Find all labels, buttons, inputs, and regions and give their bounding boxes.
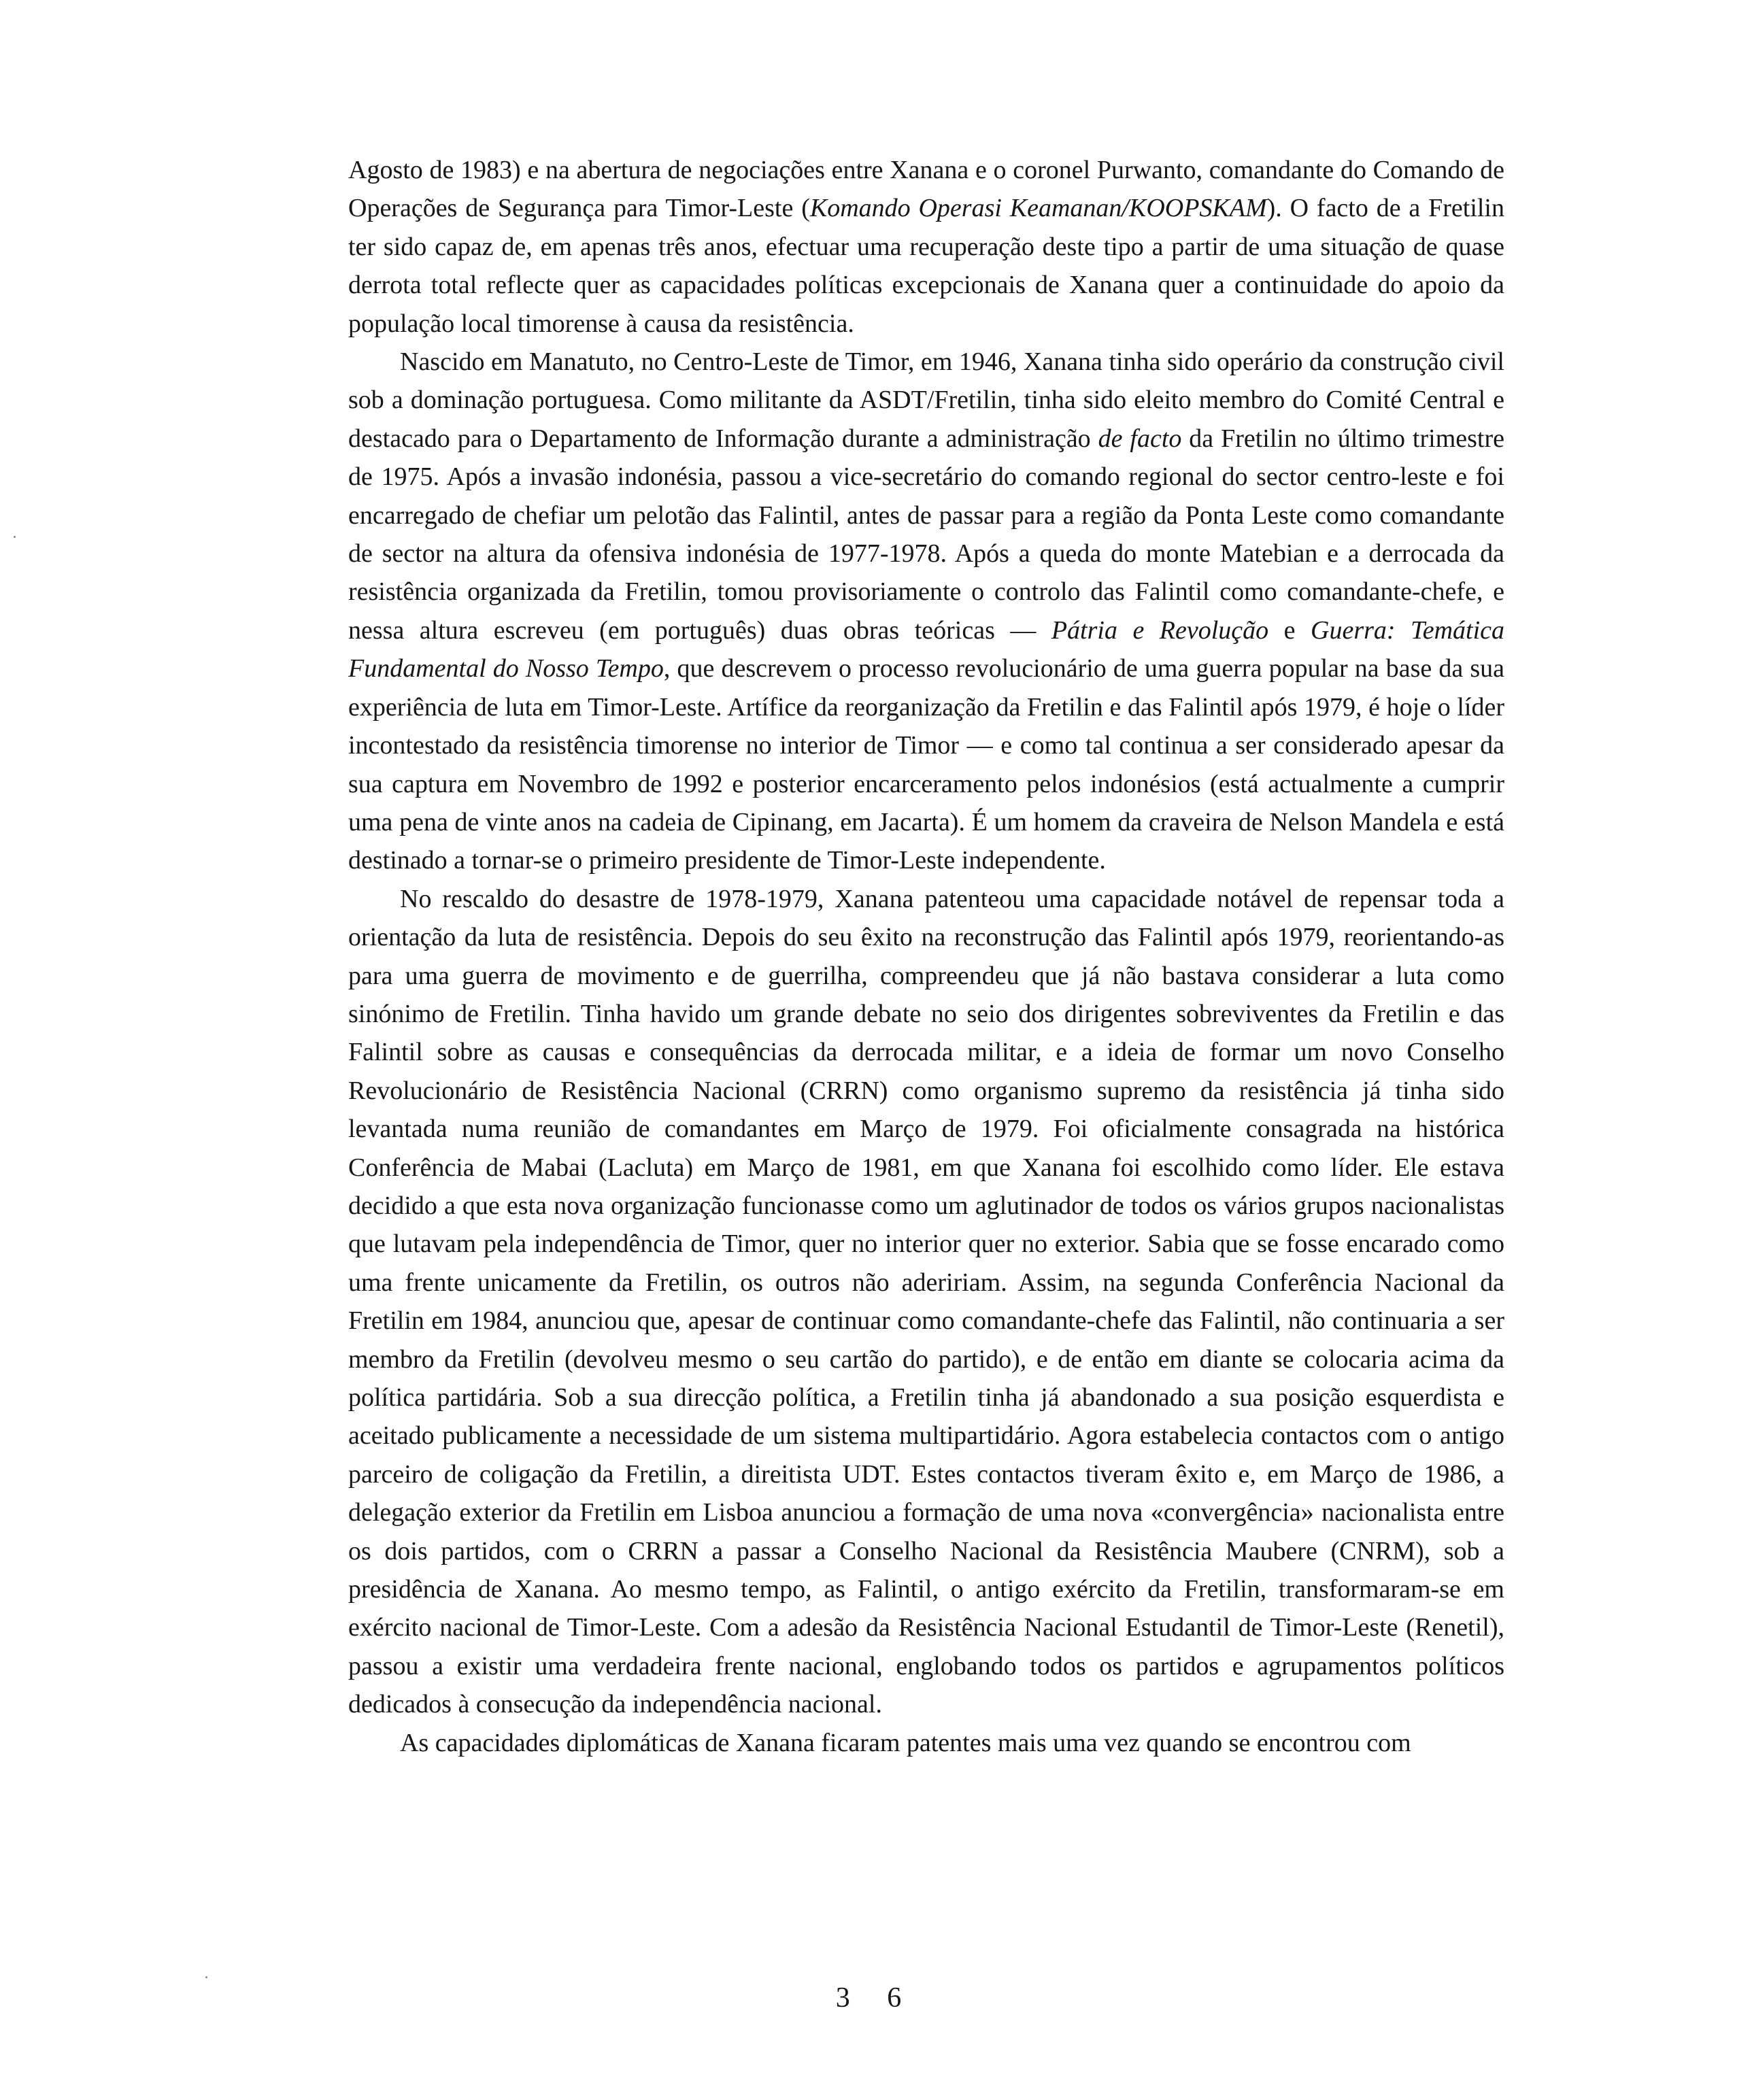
text-run: e bbox=[1268, 615, 1311, 645]
paragraph bbox=[348, 151, 1504, 343]
text-run: Agosto de 1983) e na abertura de negociações entre Xanana e o coronel Purwanto, comandante do Comando de Operações de Segurança para Timor-Leste ( bbox=[348, 156, 1504, 223]
text-run: da Fretilin no último trimestre de 1975. Após a invasão indonésia, passou a vice-secretário do comando regional do sector centro-leste e foi encarregado de chefiar um pelotão das Falintil, antes de passar para a região da Ponta Leste como comandante de sector na altura da ofensiva indonésia de 1977-1978. Após a queda do monte Matebian e a derrocada da resistência organizada da Fretilin, tomou provisoriamente o controlo das Falintil como comandante-chefe, e nessa altura escreveu (em português) duas obras teóricas — bbox=[348, 424, 1504, 645]
text-run: ). O facto de a Fretilin ter sido capaz de, em apenas três anos, efectuar uma recuperação deste tipo a partir de uma situação de quase derrota total reflecte quer as capacidades políticas excepcionais de Xanana quer a continuidade do apoio da população local timorense à causa da resistência. bbox=[348, 194, 1504, 338]
italic-run: de facto bbox=[1098, 424, 1182, 453]
paragraph bbox=[348, 343, 1504, 880]
paragraph bbox=[348, 880, 1504, 1724]
body-text bbox=[348, 151, 1504, 1762]
italic-run: Pátria e Revolução bbox=[1051, 615, 1269, 645]
italic-run: Guerra: Temática Fundamental do Nosso Tempo bbox=[348, 615, 1504, 683]
scan-speck bbox=[14, 536, 16, 538]
italic-run: Komando Operasi Keamanan/KOOPSKAM bbox=[809, 194, 1267, 223]
paragraph bbox=[348, 1724, 1504, 1762]
scan-speck bbox=[205, 1976, 207, 1978]
page-number: 3 6 bbox=[835, 1982, 917, 2014]
text-run: As capacidades diplomáticas de Xanana ficaram patentes mais uma vez quando se encontrou com bbox=[400, 1728, 1411, 1757]
text-run: Nascido em Manatuto, no Centro-Leste de Timor, em 1946, Xanana tinha sido operário da construção civil sob a dominação portuguesa. Como militante da ASDT/Fretilin, tinha sido eleito membro do Comité Central e destacado para o Departamento de Informação durante a administração bbox=[348, 348, 1504, 453]
text-run: No rescaldo do desastre de 1978-1979, Xanana patenteou uma capacidade notável de repensar toda a orientação da luta de resistência. Depois do seu êxito na reconstrução das Falintil após 1979, reorientando-as para uma guerra de movimento e de guerrilha, compreendeu que já não bastava considerar a luta como sinónimo de Fretilin. Tinha havido um grande debate no seio dos dirigentes sobreviventes da Fretilin e das Falintil sobre as causas e consequências da derrocada militar, e a ideia de formar um novo Conselho Revolucionário de Resistência Nacional (CRRN) como organismo supremo da resistência já tinha sido levantada numa reunião de comandantes em Março de 1979. Foi oficialmente consagrada na histórica Conferência de Mabai (Lacluta) em Março de 1981, em que Xanana foi escolhido como líder. Ele estava decidido a que esta nova organização funcionasse como um aglutinador de todos os vários grupos nacionalistas que lutavam pela independência de Timor, quer no interior quer no exterior. Sabia que se fosse encarado como uma frente unicamente da Fretilin, os outros não adeririam. Assim, na segunda Conferência Nacional da Fretilin em 1984, anunciou que, apesar de continuar como comandante-chefe das Falintil, não continuaria a ser membro da Fretilin (devolveu mesmo o seu cartão do partido), e de então em diante se colocaria acima da política partidária. Sob a sua direcção política, a Fretilin tinha já abandonado a sua posição esquerdista e aceitado publicamente a necessidade de um sistema multipartidário. Agora estabelecia contactos com o antigo parceiro de coligação da Fretilin, a direitista UDT. Estes contactos tiveram êxito e, em Março de 1986, a delegação exterior da Fretilin em Lisboa anunciou a formação de uma nova «convergência» nacionalista entre os dois partidos, com o CRRN a passar a Conselho Nacional da Resistência Maubere (CNRM), sob a presidência de Xanana. Ao mesmo tempo, as Falintil, o antigo exército da Fretilin, transformaram-se em exército nacional de Timor-Leste. Com a adesão da Resistência Nacional Estudantil de Timor-Leste (Renetil), passou a existir uma verdadeira frente nacional, englobando todos os partidos e agrupamentos políticos dedicados à consecução da independência nacional. bbox=[348, 884, 1504, 1719]
text-run: , que descrevem o processo revolucionário de uma guerra popular na base da sua experiência de luta em Timor-Leste. Artífice da reorganização da Fretilin e das Falintil após 1979, é hoje o líder incontestado da resistência timorense no interior de Timor — e como tal continua a ser considerado apesar da sua captura em Novembro de 1992 e posterior encarceramento pelos indonésios (está actualmente a cumprir uma pena de vinte anos na cadeia de Cipinang, em Jacarta). É um homem da craveira de Nelson Mandela e está destinado a tornar-se o primeiro presidente de Timor-Leste independente. bbox=[348, 654, 1504, 875]
